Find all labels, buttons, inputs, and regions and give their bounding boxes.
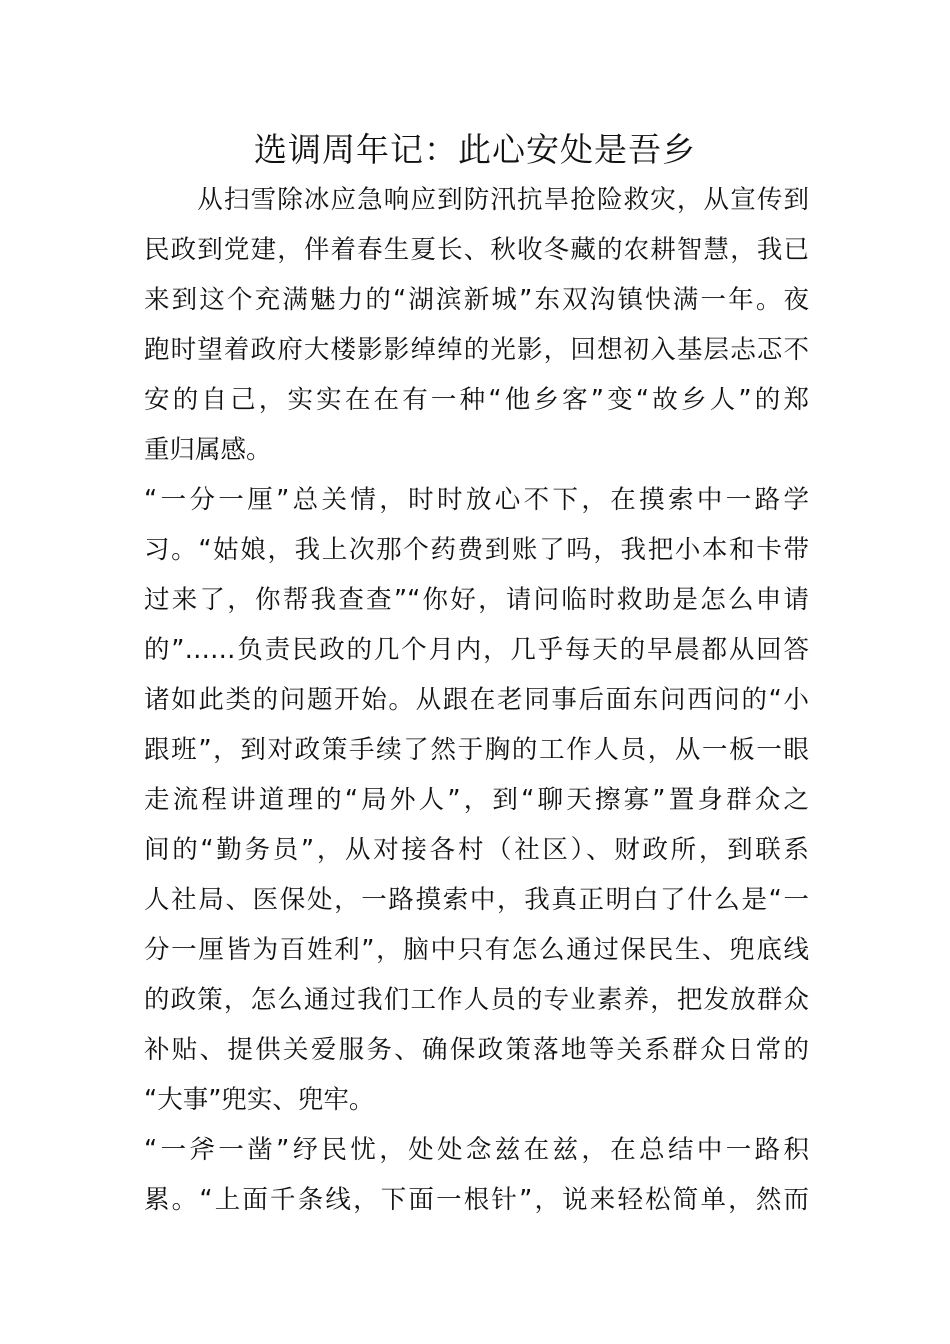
text-line: 的”……负责民政的几个月内，几乎每天的早晨都从回答 <box>144 635 809 665</box>
text-line: 从扫雪除冰应急响应到防汛抗旱抢险救灾，从宣传到 <box>144 185 809 215</box>
text-line: 人社局、医保处，一路摸索中，我真正明白了什么是“一 <box>144 885 809 915</box>
text-line: 跑时望着政府大楼影影绰绰的光影，回想初入基层忐忑不 <box>144 335 809 365</box>
text-line: 跟班”，到对政策手续了然于胸的工作人员，从一板一眼 <box>144 735 809 765</box>
paragraph-2 <box>144 475 809 1125</box>
text-line: “大事”兜实、兜牢。 <box>144 1085 375 1115</box>
text-line: 走流程讲道理的“局外人”，到“聊天擦寡”置身群众之 <box>144 785 809 815</box>
text-line: 间的“勤务员”，从对接各村（社区）、财政所，到联系 <box>144 835 809 865</box>
text-line: 诸如此类的问题开始。从跟在老同事后面东问西问的“小 <box>144 685 809 715</box>
text-line: 补贴、提供关爱服务、确保政策落地等关系群众日常的 <box>144 1035 809 1065</box>
text-line: 过来了，你帮我查查”“你好，请问临时救助是怎么申请 <box>144 585 809 615</box>
document-body <box>144 175 809 1225</box>
text-line: “一分一厘”总关情，时时放心不下，在摸索中一路学 <box>144 485 809 515</box>
text-line: 习。“姑娘，我上次那个药费到账了吗，我把小本和卡带 <box>144 535 809 565</box>
document-title: 选调周年记：此心安处是吾乡 <box>254 130 696 169</box>
text-line: “一斧一凿”纾民忧，处处念兹在兹，在总结中一路积 <box>144 1135 809 1165</box>
text-line: 分一厘皆为百姓利”，脑中只有怎么通过保民生、兜底线 <box>144 935 809 965</box>
text-line: 累。“上面千条线，下面一根针”，说来轻松简单，然而 <box>144 1185 809 1215</box>
text-line: 安的自己，实实在在有一种“他乡客”变“故乡人”的郑 <box>144 385 809 415</box>
text-line: 来到这个充满魅力的“湖滨新城”东双沟镇快满一年。夜 <box>144 285 809 315</box>
paragraph-1 <box>144 175 809 475</box>
text-line: 民政到党建，伴着春生夏长、秋收冬藏的农耕智慧，我已 <box>144 235 809 265</box>
text-line: 重归属感。 <box>144 435 272 465</box>
paragraph-3 <box>144 1125 809 1225</box>
text-line: 的政策，怎么通过我们工作人员的专业素养，把发放群众 <box>144 985 809 1015</box>
